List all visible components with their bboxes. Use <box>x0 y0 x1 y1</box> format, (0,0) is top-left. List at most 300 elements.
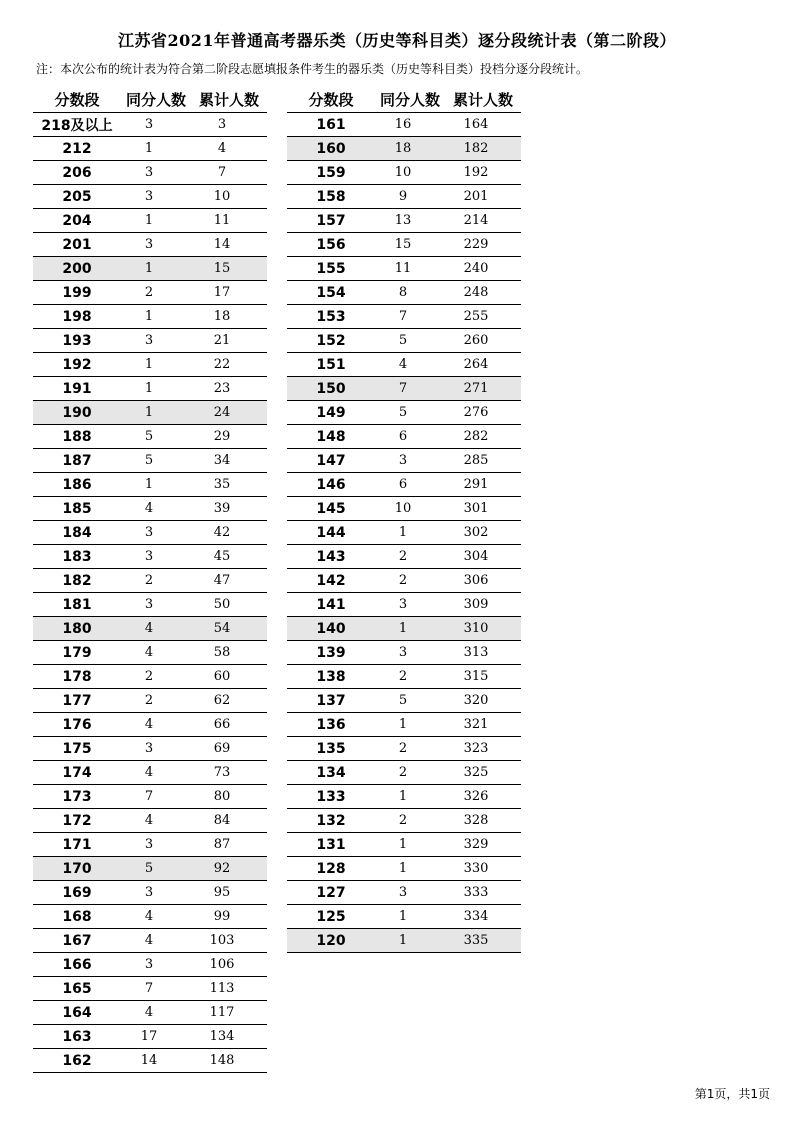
cumulative-count-cell: 10 <box>213 189 231 204</box>
cumulative-count-cell: 192 <box>463 165 489 180</box>
same-count-cell: 14 <box>140 1053 158 1068</box>
same-count-cell: 9 <box>398 189 408 204</box>
score-cell: 180 <box>62 620 92 637</box>
cumulative-count-cell: 301 <box>463 501 489 516</box>
cumulative-count-cell: 255 <box>463 309 489 324</box>
same-count-cell: 3 <box>144 333 154 348</box>
header-cumulative-count: 累计人数 <box>198 90 259 109</box>
table-row <box>287 569 521 593</box>
score-cell: 178 <box>62 668 92 685</box>
score-cell: 142 <box>316 572 346 589</box>
note-text: 注：本次公布的统计表为符合第二阶段志愿填报条件考生的器乐类（历史等科目类）投档分逐分段统计。 <box>36 62 589 76</box>
same-count-cell: 4 <box>144 645 154 660</box>
cumulative-count-cell: 214 <box>463 213 489 228</box>
table-row <box>33 737 267 761</box>
same-count-cell: 4 <box>398 357 408 372</box>
table-row <box>33 857 267 881</box>
score-cell: 173 <box>62 788 92 805</box>
cumulative-count-cell: 315 <box>463 669 489 684</box>
cumulative-count-cell: 323 <box>463 741 489 756</box>
table-row <box>33 833 267 857</box>
table-row <box>33 689 267 713</box>
cumulative-count-cell: 271 <box>463 381 489 396</box>
score-cell: 174 <box>62 764 92 781</box>
table-row <box>33 497 267 521</box>
same-count-cell: 1 <box>398 837 408 852</box>
table-row <box>33 953 267 977</box>
cumulative-count-cell: 321 <box>463 717 489 732</box>
same-count-cell: 5 <box>144 429 154 444</box>
score-cell: 147 <box>316 452 346 469</box>
table-row <box>33 1001 267 1025</box>
table-row <box>287 809 521 833</box>
same-count-cell: 1 <box>398 933 408 948</box>
table-header <box>287 86 521 113</box>
same-count-cell: 3 <box>144 837 154 852</box>
cumulative-count-cell: 320 <box>463 693 489 708</box>
score-cell: 168 <box>62 908 92 925</box>
table-row <box>33 713 267 737</box>
score-cell: 158 <box>316 188 346 205</box>
same-count-cell: 2 <box>398 813 408 828</box>
score-cell: 163 <box>62 1028 92 1045</box>
table-row <box>33 569 267 593</box>
table-row <box>33 425 267 449</box>
cumulative-count-cell: 7 <box>217 165 227 180</box>
same-count-cell: 1 <box>398 621 408 636</box>
score-cell: 152 <box>316 332 346 349</box>
same-count-cell: 3 <box>144 165 154 180</box>
score-cell: 166 <box>62 956 92 973</box>
cumulative-count-cell: 11 <box>213 213 231 228</box>
same-count-cell: 4 <box>144 621 154 636</box>
score-cell: 185 <box>62 500 92 517</box>
same-count-cell: 6 <box>398 429 408 444</box>
cumulative-count-cell: 309 <box>463 597 489 612</box>
score-cell: 169 <box>62 884 92 901</box>
score-cell: 162 <box>62 1052 92 1069</box>
score-cell: 167 <box>62 932 92 949</box>
score-cell: 199 <box>62 284 92 301</box>
table-row <box>287 521 521 545</box>
table-row <box>287 689 521 713</box>
same-count-cell: 6 <box>398 477 408 492</box>
score-cell: 188 <box>62 428 92 445</box>
same-count-cell: 4 <box>144 501 154 516</box>
table-row <box>33 209 267 233</box>
cumulative-count-cell: 18 <box>213 309 231 324</box>
same-count-cell: 5 <box>398 693 408 708</box>
table-row <box>33 233 267 257</box>
score-cell: 201 <box>62 236 92 253</box>
cumulative-count-cell: 24 <box>213 405 231 420</box>
same-count-cell: 1 <box>398 861 408 876</box>
same-count-cell: 2 <box>398 765 408 780</box>
score-cell: 156 <box>316 236 346 253</box>
cumulative-count-cell: 313 <box>463 645 489 660</box>
same-count-cell: 1 <box>144 405 154 420</box>
same-count-cell: 1 <box>144 309 154 324</box>
table-row <box>33 905 267 929</box>
cumulative-count-cell: 260 <box>463 333 489 348</box>
cumulative-count-cell: 21 <box>213 333 231 348</box>
cumulative-count-cell: 15 <box>213 261 231 276</box>
score-cell: 148 <box>316 428 346 445</box>
same-count-cell: 5 <box>398 405 408 420</box>
same-count-cell: 1 <box>144 477 154 492</box>
cumulative-count-cell: 66 <box>213 717 231 732</box>
same-count-cell: 3 <box>144 117 154 132</box>
table-row <box>287 209 521 233</box>
cumulative-count-cell: 282 <box>463 429 489 444</box>
table-row <box>287 113 521 137</box>
cumulative-count-cell: 248 <box>463 285 489 300</box>
score-cell: 125 <box>316 908 346 925</box>
cumulative-count-cell: 103 <box>209 933 235 948</box>
score-cell: 171 <box>62 836 92 853</box>
table-row <box>33 1049 267 1073</box>
score-cell: 128 <box>316 860 346 877</box>
score-cell: 200 <box>62 260 92 277</box>
table-row <box>33 641 267 665</box>
same-count-cell: 5 <box>144 861 154 876</box>
table-row <box>287 785 521 809</box>
table-row <box>33 449 267 473</box>
cumulative-count-cell: 329 <box>463 837 489 852</box>
same-count-cell: 3 <box>398 645 408 660</box>
same-count-cell: 2 <box>398 549 408 564</box>
table-row <box>287 761 521 785</box>
same-count-cell: 3 <box>144 237 154 252</box>
same-count-cell: 2 <box>398 741 408 756</box>
same-count-cell: 1 <box>144 261 154 276</box>
table-row <box>287 929 521 953</box>
same-count-cell: 1 <box>144 381 154 396</box>
table-row <box>33 185 267 209</box>
score-cell: 140 <box>316 620 346 637</box>
cumulative-count-cell: 29 <box>213 429 231 444</box>
same-count-cell: 7 <box>398 309 408 324</box>
same-count-cell: 2 <box>144 285 154 300</box>
score-cell: 212 <box>62 140 92 157</box>
cumulative-count-cell: 334 <box>463 909 489 924</box>
same-count-cell: 7 <box>398 381 408 396</box>
table-body <box>33 113 267 1073</box>
score-cell: 172 <box>62 812 92 829</box>
table-row <box>33 113 267 137</box>
cumulative-count-cell: 134 <box>209 1029 235 1044</box>
same-count-cell: 1 <box>144 141 154 156</box>
cumulative-count-cell: 164 <box>463 117 489 132</box>
table-row <box>33 761 267 785</box>
score-cell: 192 <box>62 356 92 373</box>
table-row <box>287 473 521 497</box>
score-cell: 159 <box>316 164 346 181</box>
same-count-cell: 2 <box>144 693 154 708</box>
table-row <box>287 497 521 521</box>
same-count-cell: 18 <box>394 141 412 156</box>
score-cell: 145 <box>316 500 346 517</box>
score-cell: 218及以上 <box>41 117 113 134</box>
score-cell: 177 <box>62 692 92 709</box>
cumulative-count-cell: 23 <box>213 381 231 396</box>
cumulative-count-cell: 148 <box>209 1053 235 1068</box>
page-footer: 第1页，共1页 <box>694 1087 770 1101</box>
cumulative-count-cell: 95 <box>213 885 231 900</box>
cumulative-count-cell: 17 <box>213 285 231 300</box>
score-cell: 206 <box>62 164 92 181</box>
cumulative-count-cell: 73 <box>213 765 231 780</box>
score-cell: 183 <box>62 548 92 565</box>
same-count-cell: 4 <box>144 717 154 732</box>
cumulative-count-cell: 58 <box>213 645 231 660</box>
header-cumulative-count: 累计人数 <box>452 90 513 109</box>
same-count-cell: 4 <box>144 1005 154 1020</box>
table-row <box>287 305 521 329</box>
score-cell: 132 <box>316 812 346 829</box>
cumulative-count-cell: 42 <box>213 525 231 540</box>
same-count-cell: 1 <box>144 357 154 372</box>
same-count-cell: 7 <box>144 981 154 996</box>
table-row <box>33 401 267 425</box>
table-row <box>287 257 521 281</box>
cumulative-count-cell: 62 <box>213 693 231 708</box>
score-cell: 155 <box>316 260 346 277</box>
same-count-cell: 2 <box>144 669 154 684</box>
table-row <box>287 425 521 449</box>
table-row <box>287 185 521 209</box>
same-count-cell: 3 <box>398 597 408 612</box>
cumulative-count-cell: 34 <box>213 453 231 468</box>
table-row <box>287 713 521 737</box>
same-count-cell: 10 <box>394 165 412 180</box>
same-count-cell: 11 <box>394 261 412 276</box>
table-row <box>287 377 521 401</box>
score-cell: 153 <box>316 308 346 325</box>
cumulative-count-cell: 47 <box>213 573 231 588</box>
same-count-cell: 3 <box>144 189 154 204</box>
score-cell: 175 <box>62 740 92 757</box>
score-cell: 139 <box>316 644 346 661</box>
score-cell: 146 <box>316 476 346 493</box>
cumulative-count-cell: 14 <box>213 237 231 252</box>
table-row <box>33 881 267 905</box>
same-count-cell: 8 <box>398 285 408 300</box>
table-row <box>33 809 267 833</box>
cumulative-count-cell: 330 <box>463 861 489 876</box>
same-count-cell: 4 <box>144 765 154 780</box>
score-cell: 190 <box>62 404 92 421</box>
table-row <box>33 929 267 953</box>
score-cell: 151 <box>316 356 346 373</box>
score-cell: 135 <box>316 740 346 757</box>
same-count-cell: 3 <box>144 597 154 612</box>
table-row <box>33 665 267 689</box>
cumulative-count-cell: 54 <box>213 621 231 636</box>
score-cell: 127 <box>316 884 346 901</box>
same-count-cell: 1 <box>144 213 154 228</box>
cumulative-count-cell: 328 <box>463 813 489 828</box>
same-count-cell: 3 <box>144 549 154 564</box>
table-row <box>287 881 521 905</box>
score-cell: 137 <box>316 692 346 709</box>
cumulative-count-cell: 276 <box>463 405 489 420</box>
cumulative-count-cell: 106 <box>209 957 235 972</box>
table-row <box>33 377 267 401</box>
header-score: 分数段 <box>308 90 354 109</box>
score-table-left <box>33 86 267 1073</box>
score-cell: 179 <box>62 644 92 661</box>
page-title: 江苏省2021年普通高考器乐类（历史等科目类）逐分段统计表（第二阶段） <box>117 31 677 50</box>
same-count-cell: 1 <box>398 909 408 924</box>
table-row <box>33 473 267 497</box>
same-count-cell: 1 <box>398 717 408 732</box>
score-cell: 138 <box>316 668 346 685</box>
table-row <box>287 401 521 425</box>
score-cell: 133 <box>316 788 346 805</box>
table-row <box>287 617 521 641</box>
table-row <box>33 137 267 161</box>
score-cell: 170 <box>62 860 92 877</box>
score-cell: 160 <box>316 140 346 157</box>
cumulative-count-cell: 22 <box>213 357 231 372</box>
same-count-cell: 15 <box>394 237 412 252</box>
table-row <box>33 977 267 1001</box>
same-count-cell: 5 <box>398 333 408 348</box>
table-row <box>33 545 267 569</box>
cumulative-count-cell: 302 <box>463 525 489 540</box>
table-header <box>33 86 267 113</box>
cumulative-count-cell: 310 <box>463 621 489 636</box>
score-cell: 191 <box>62 380 92 397</box>
same-count-cell: 17 <box>140 1029 158 1044</box>
cumulative-count-cell: 201 <box>463 189 489 204</box>
score-cell: 161 <box>316 116 346 133</box>
score-cell: 182 <box>62 572 92 589</box>
score-cell: 157 <box>316 212 346 229</box>
table-body <box>287 113 521 953</box>
same-count-cell: 13 <box>394 213 412 228</box>
score-cell: 120 <box>316 932 346 949</box>
cumulative-count-cell: 264 <box>463 357 489 372</box>
same-count-cell: 10 <box>394 501 412 516</box>
cumulative-count-cell: 50 <box>213 597 231 612</box>
same-count-cell: 7 <box>144 789 154 804</box>
score-cell: 187 <box>62 452 92 469</box>
cumulative-count-cell: 285 <box>463 453 489 468</box>
table-row <box>287 857 521 881</box>
cumulative-count-cell: 229 <box>463 237 489 252</box>
same-count-cell: 3 <box>144 885 154 900</box>
score-cell: 205 <box>62 188 92 205</box>
score-cell: 136 <box>316 716 346 733</box>
table-row <box>33 281 267 305</box>
table-row <box>33 1025 267 1049</box>
score-cell: 134 <box>316 764 346 781</box>
table-row <box>287 737 521 761</box>
table-row <box>287 545 521 569</box>
table-row <box>33 617 267 641</box>
table-row <box>33 785 267 809</box>
cumulative-count-cell: 240 <box>463 261 489 276</box>
cumulative-count-cell: 60 <box>213 669 231 684</box>
cumulative-count-cell: 99 <box>213 909 231 924</box>
same-count-cell: 2 <box>398 669 408 684</box>
table-row <box>287 233 521 257</box>
table-row <box>33 161 267 185</box>
cumulative-count-cell: 291 <box>463 477 489 492</box>
cumulative-count-cell: 304 <box>463 549 489 564</box>
same-count-cell: 2 <box>144 573 154 588</box>
score-cell: 176 <box>62 716 92 733</box>
table-row <box>287 329 521 353</box>
table-row <box>33 353 267 377</box>
table-row <box>287 281 521 305</box>
header-same-count: 同分人数 <box>125 90 186 109</box>
score-cell: 150 <box>316 380 346 397</box>
table-row <box>287 833 521 857</box>
cumulative-count-cell: 84 <box>213 813 231 828</box>
table-row <box>287 905 521 929</box>
table-row <box>287 449 521 473</box>
cumulative-count-cell: 87 <box>213 837 231 852</box>
same-count-cell: 3 <box>398 885 408 900</box>
score-cell: 141 <box>316 596 346 613</box>
same-count-cell: 1 <box>398 525 408 540</box>
table-row <box>287 137 521 161</box>
table-row <box>33 593 267 617</box>
cumulative-count-cell: 333 <box>463 885 489 900</box>
table-row <box>287 353 521 377</box>
score-cell: 154 <box>316 284 346 301</box>
table-row <box>287 641 521 665</box>
cumulative-count-cell: 4 <box>217 141 227 156</box>
score-cell: 204 <box>62 212 92 229</box>
score-cell: 144 <box>316 524 346 541</box>
cumulative-count-cell: 113 <box>209 981 235 996</box>
cumulative-count-cell: 182 <box>463 141 489 156</box>
same-count-cell: 5 <box>144 453 154 468</box>
score-cell: 143 <box>316 548 346 565</box>
cumulative-count-cell: 69 <box>213 741 231 756</box>
table-row <box>287 593 521 617</box>
cumulative-count-cell: 326 <box>463 789 489 804</box>
score-cell: 164 <box>62 1004 92 1021</box>
same-count-cell: 3 <box>144 741 154 756</box>
score-cell: 198 <box>62 308 92 325</box>
cumulative-count-cell: 117 <box>209 1005 235 1020</box>
score-cell: 193 <box>62 332 92 349</box>
table-row <box>33 329 267 353</box>
cumulative-count-cell: 306 <box>463 573 489 588</box>
cumulative-count-cell: 325 <box>463 765 489 780</box>
same-count-cell: 16 <box>394 117 412 132</box>
header-same-count: 同分人数 <box>379 90 440 109</box>
score-cell: 149 <box>316 404 346 421</box>
same-count-cell: 3 <box>398 453 408 468</box>
same-count-cell: 4 <box>144 933 154 948</box>
same-count-cell: 1 <box>398 789 408 804</box>
cumulative-count-cell: 92 <box>213 861 231 876</box>
table-row <box>287 665 521 689</box>
score-cell: 181 <box>62 596 92 613</box>
cumulative-count-cell: 80 <box>213 789 231 804</box>
same-count-cell: 2 <box>398 573 408 588</box>
cumulative-count-cell: 39 <box>213 501 231 516</box>
score-cell: 186 <box>62 476 92 493</box>
same-count-cell: 4 <box>144 909 154 924</box>
same-count-cell: 4 <box>144 813 154 828</box>
